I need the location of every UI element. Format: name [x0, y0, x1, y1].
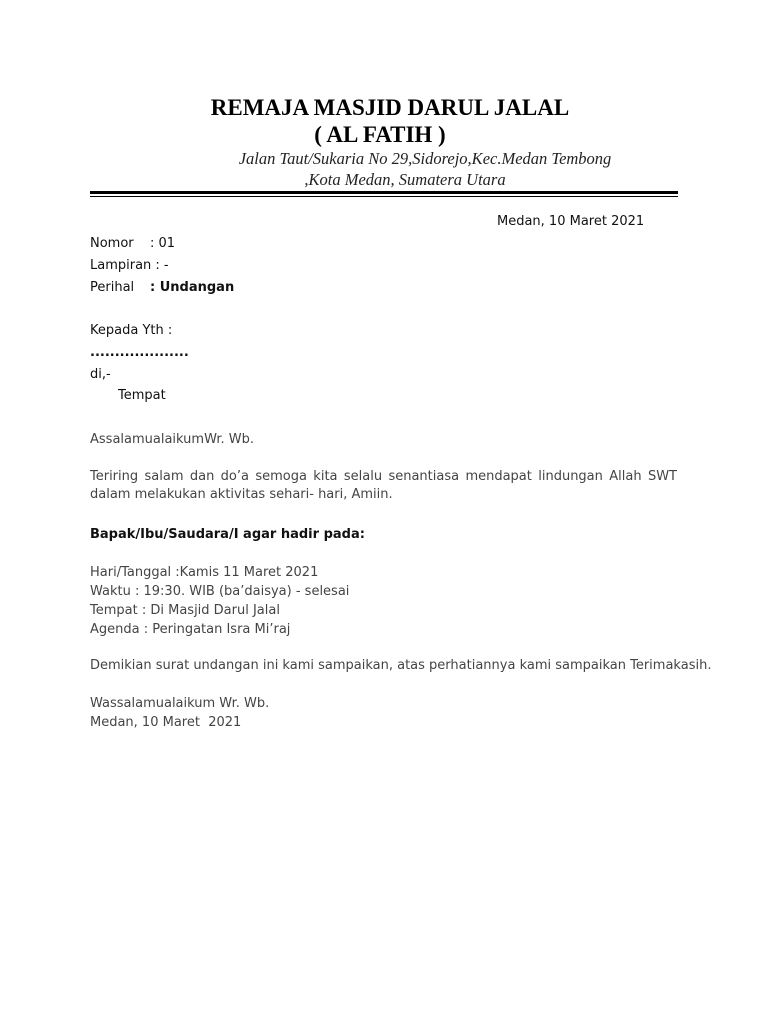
event-agenda: Agenda : Peringatan Isra Mi’raj	[90, 622, 291, 637]
perihal-row	[90, 279, 234, 296]
invite-line: Bapak/Ibu/Saudara/I agar hadir pada:	[90, 527, 365, 542]
recipient-to: Kepada Yth :	[90, 323, 173, 338]
lampiran-row: Lampiran : -	[90, 258, 169, 273]
org-subtitle: ( AL FATIH )	[314, 122, 446, 147]
address-line-2: ,Kota Medan, Sumatera Utara	[304, 170, 506, 189]
opening-paragraph: Teriring salam dan do’a semoga kita selalu senantiasa mendapat lindungan Allah SWT dalam melakukan aktivitas sehari- hari, Amiin.	[90, 469, 677, 502]
perihal-value: : Undangan	[150, 280, 235, 295]
closing-paragraph: Demikian surat undangan ini kami sampaikan, atas perhatiannya kami sampaikan Terimakasih.	[90, 658, 712, 673]
recipient-name: ....................	[90, 345, 189, 360]
letter-date: Medan, 10 Maret 2021	[497, 214, 645, 229]
nomor-value: : 01	[150, 236, 176, 251]
nomor-label: Nomor	[90, 236, 134, 251]
recipient-tempat: Tempat	[118, 388, 166, 403]
event-time: Waktu : 19:30. WIB (ba’daisya) - selesai	[90, 584, 350, 599]
address-line-1: Jalan Taut/Sukaria No 29,Sidorejo,Kec.Medan Tembong	[238, 149, 612, 168]
event-place: Tempat : Di Masjid Darul Jalal	[90, 603, 280, 618]
event-date: Hari/Tanggal :Kamis 11 Maret 2021	[90, 565, 319, 580]
greeting: AssalamualaikumWr. Wb.	[90, 432, 254, 447]
recipient-di: di,-	[90, 367, 111, 382]
header-rule-thin	[90, 196, 678, 197]
perihal-label: Perihal	[90, 280, 135, 295]
org-name: REMAJA MASJID DARUL JALAL	[210, 95, 570, 120]
closing-date: Medan, 10 Maret 2021	[90, 715, 242, 730]
header-rule-thick	[90, 191, 678, 194]
closing-greeting: Wassalamualaikum Wr. Wb.	[90, 696, 270, 711]
nomor-row	[90, 235, 175, 252]
